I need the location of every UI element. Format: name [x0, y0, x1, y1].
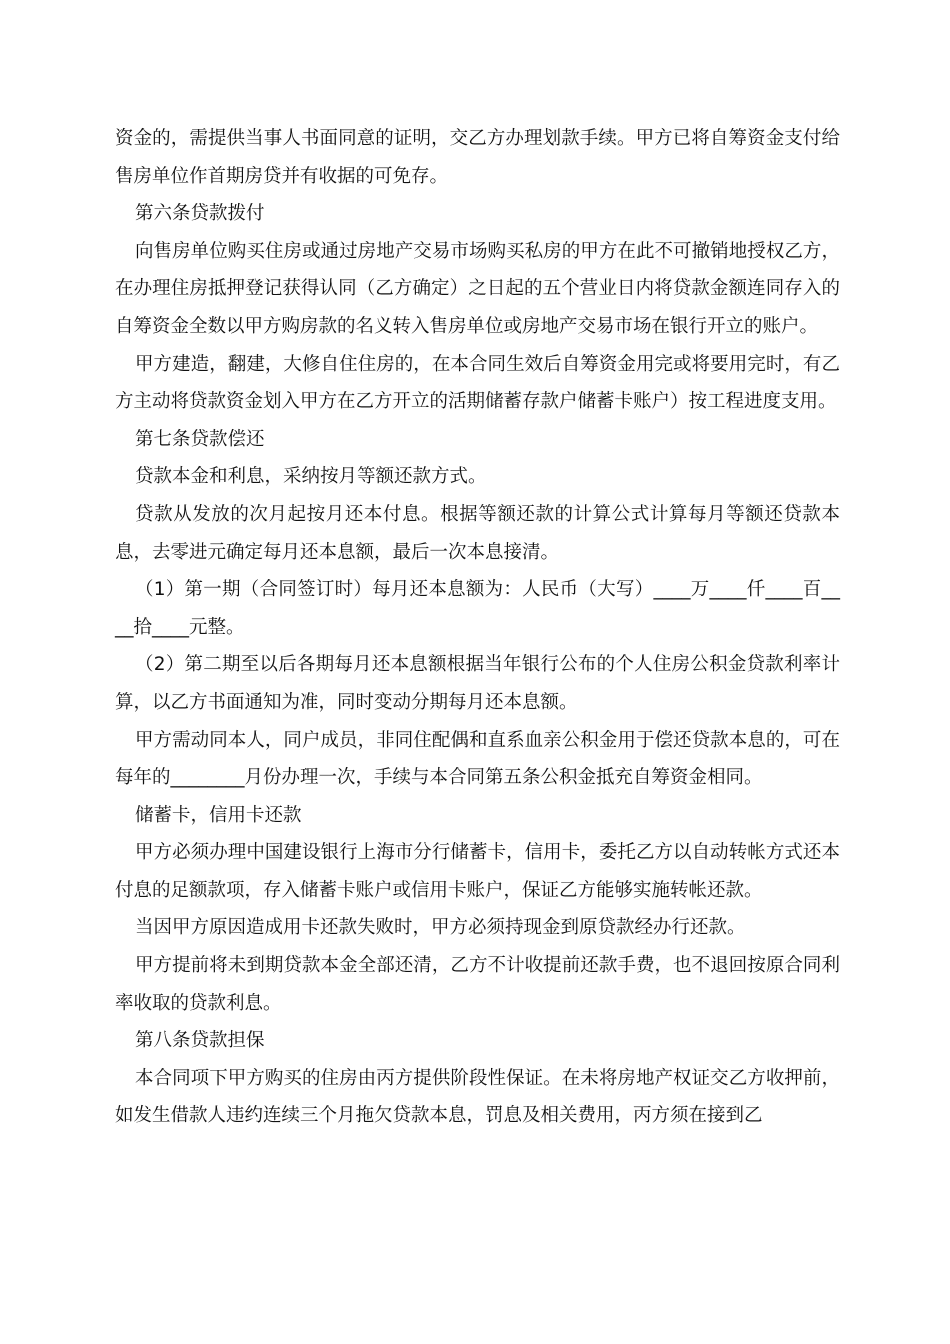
paragraph-first-period-amount: （1）第一期（合同签订时）每月还本息额为：人民币（大写）____万____仟____百____拾____元整。	[115, 579, 840, 638]
section-heading-card-repayment: 储蓄卡，信用卡还款	[135, 804, 302, 826]
paragraph-repayment-method: 贷款本金和利息，采纳按月等额还款方式。	[135, 466, 487, 488]
paragraph-continuation: 资金的，需提供当事人书面同意的证明，交乙方办理划款手续。甲方已将自筹资金支付给售房单位作首期房贷并有收据的可免存。	[115, 128, 840, 187]
paragraph-card-failure: 当因甲方原因造成用卡还款失败时，甲方必须持现金到原贷款经办行还款。	[135, 917, 746, 939]
paragraph-repayment-schedule: 贷款从发放的次月起按月还本付息。根据等额还款的计算公式计算每月等额还贷款本息，去零进元确定每月还本息额，最后一次本息接清。	[115, 503, 840, 563]
paragraph-card-requirement: 甲方必须办理中国建设银行上海市分行储蓄卡，信用卡，委托乙方以自动转帐方式还本付息的足额款项，存入储蓄卡账户或信用卡账户，保证乙方能够实施转帐还款。	[115, 842, 840, 901]
document-body	[115, 120, 840, 1135]
section-heading-article-6: 第六条贷款拨付	[135, 203, 265, 225]
paragraph-loan-disbursement-construction: 甲方建造，翻建，大修自住住房的，在本合同生效后自筹资金用完或将要用完时，有乙方主动将贷款资金划入甲方在乙方开立的活期储蓄存款户储蓄卡账户）按工程进度支用。	[115, 353, 840, 413]
paragraph-guarantee: 本合同项下甲方购买的住房由丙方提供阶段性保证。在未将房地产权证交乙方收押前，如发生借款人违约连续三个月拖欠贷款本息，罚息及相关费用，丙方须在接到乙	[115, 1067, 840, 1127]
section-heading-article-7: 第七条贷款偿还	[135, 428, 265, 450]
paragraph-later-periods-amount: （2）第二期至以后各期每月还本息额根据当年银行公布的个人住房公积金贷款利率计算，以乙方书面通知为准，同时变动分期每月还本息额。	[115, 654, 840, 713]
section-heading-article-8: 第八条贷款担保	[135, 1030, 265, 1052]
paragraph-early-repayment: 甲方提前将未到期贷款本金全部还清，乙方不计收提前还款手费，也不退回按原合同利率收取的贷款利息。	[115, 955, 840, 1014]
paragraph-provident-fund-repayment: 甲方需动同本人，同户成员，非同住配偶和直系血亲公积金用于偿还贷款本息的，可在每年的________月份办理一次，手续与本合同第五条公积金抵充自筹资金相同。	[115, 729, 840, 789]
paragraph-loan-disbursement-purchase: 向售房单位购买住房或通过房地产交易市场购买私房的甲方在此不可撤销地授权乙方，在办理住房抵押登记获得认同（乙方确定）之日起的五个营业日内将贷款金额连同存入的自筹资金全数以甲方购房款的名义转入售房单位或房地产交易市场在银行开立的账户。	[115, 240, 840, 337]
